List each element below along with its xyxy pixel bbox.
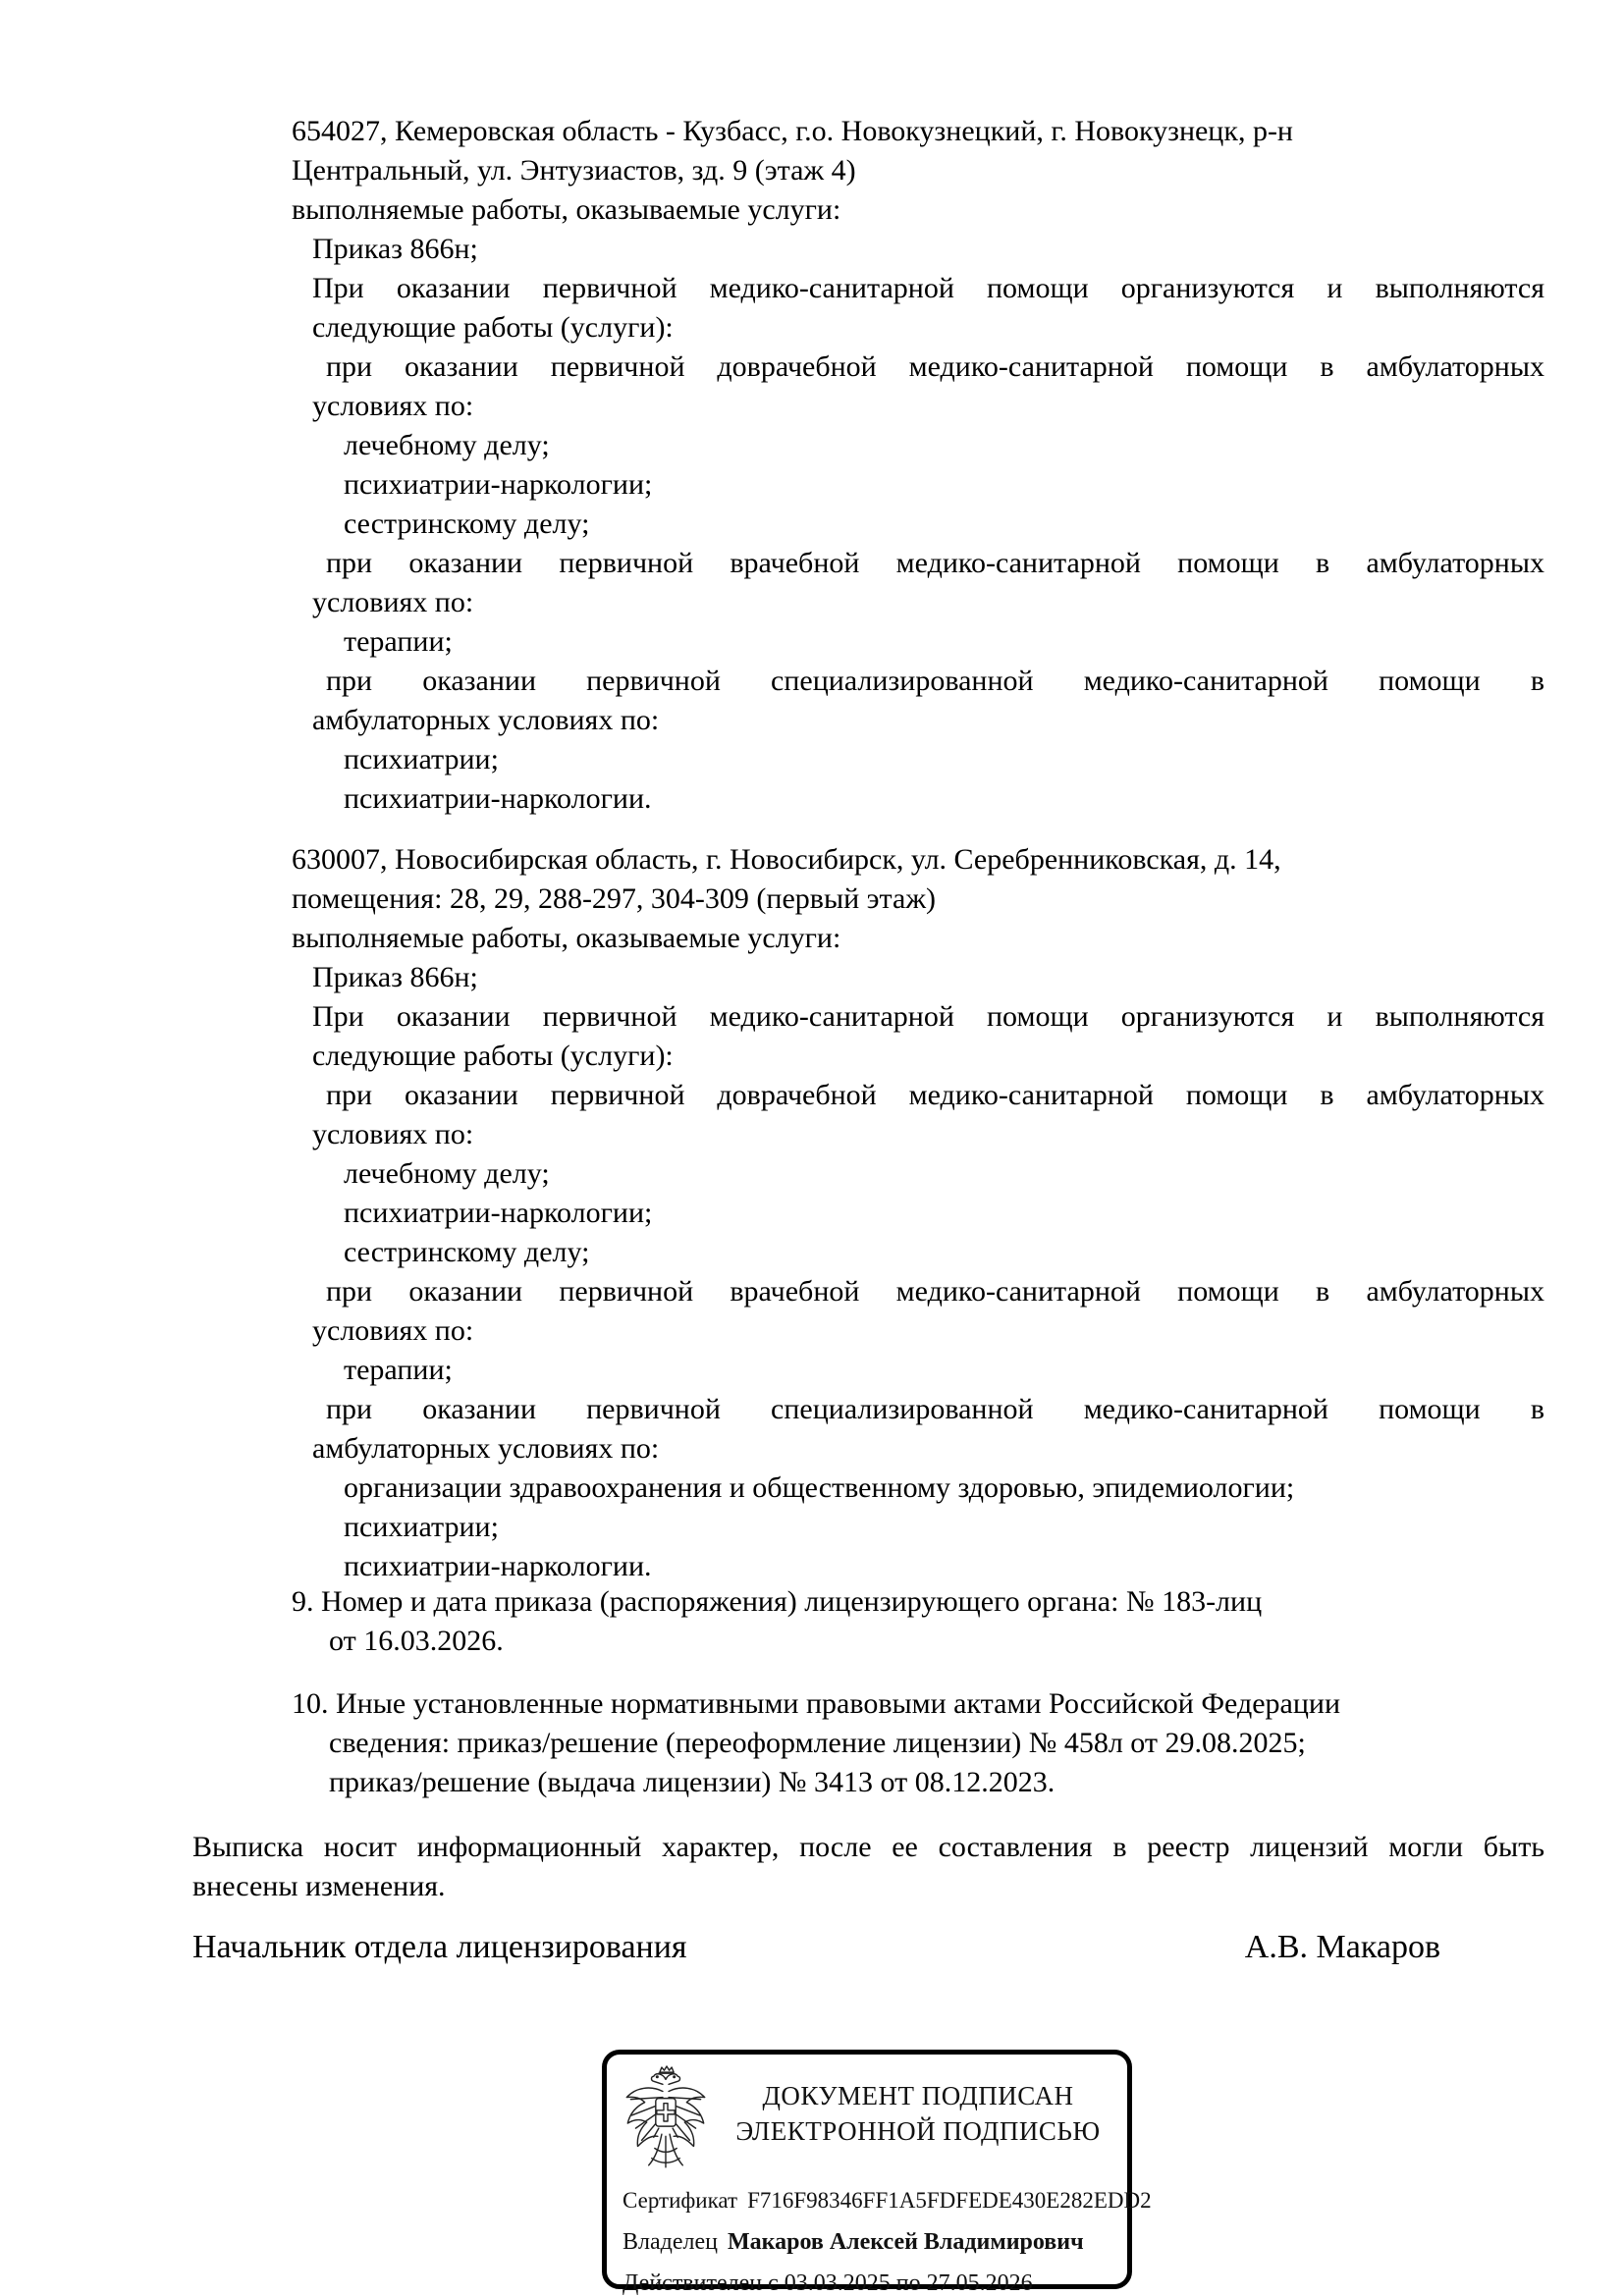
text-line: условиях по:: [312, 586, 474, 618]
text-line: психиатрии-наркологии;: [344, 468, 653, 501]
text-line: при оказании первичной специализированной медико-санитарной помощи в: [326, 665, 1544, 697]
text-line: при оказании первичной доврачебной медико-санитарной помощи в амбулаторных: [326, 1079, 1544, 1111]
text-line: выполняемые работы, оказываемые услуги:: [292, 922, 841, 954]
text-line: При оказании первичной медико-санитарной помощи организуются и выполняются: [312, 1000, 1544, 1033]
signature-row: [192, 1926, 1440, 1969]
owner-name: Макаров Алексей Владимирович: [727, 2229, 1084, 2255]
text-line: 630007, Новосибирская область, г. Новосибирск, ул. Серебренниковская, д. 14,: [292, 843, 1281, 876]
text-line: Приказ 866н;: [312, 233, 478, 265]
text-line: помещения: 28, 29, 288-297, 304-309 (первый этаж): [292, 882, 937, 915]
text-line: Приказ 866н;: [312, 961, 478, 993]
text-line: при оказании первичной доврачебной медико-санитарной помощи в амбулаторных: [326, 350, 1544, 383]
stamp-title-line1: ДОКУМЕНТ ПОДПИСАН: [762, 2081, 1074, 2110]
text-line: при оказании первичной врачебной медико-санитарной помощи в амбулаторных: [326, 547, 1544, 579]
text-line: при оказании первичной специализированной медико-санитарной помощи в: [326, 1393, 1544, 1425]
text-line: условиях по:: [312, 1314, 474, 1347]
text-line: Выписка носит информационный характер, после ее составления в реестр лицензий могли быть: [192, 1831, 1544, 1863]
text-line: следующие работы (услуги):: [312, 311, 674, 344]
text-line: 9. Номер и дата приказа (распоряжения) лицензирующего органа: № 183-лиц: [292, 1585, 1263, 1618]
owner-label: Владелец: [623, 2229, 718, 2255]
text-line: 10. Иные установленные нормативными правовыми актами Российской Федерации: [292, 1687, 1341, 1720]
text-line: условиях по:: [312, 390, 474, 422]
item-9-order-number: [292, 1582, 1544, 1661]
text-line: 654027, Кемеровская область - Кузбасс, г.о. Новокузнецкий, г. Новокузнецк, р-н: [292, 115, 1293, 147]
text-line: амбулаторных условиях по:: [312, 704, 660, 736]
certificate-label: Сертификат: [623, 2188, 738, 2213]
informational-note: [192, 1828, 1544, 1906]
text-line: организации здравоохранения и общественному здоровью, эпидемиологии;: [344, 1471, 1295, 1504]
address-block-kemerovo: [292, 112, 1544, 819]
text-line: лечебному делу;: [344, 429, 550, 461]
text-line: следующие работы (услуги):: [312, 1040, 674, 1072]
text-line: психиатрии-наркологии.: [344, 1550, 652, 1582]
text-line: терапии;: [344, 625, 453, 658]
text-line: сестринскому делу;: [344, 507, 590, 540]
certificate-line: [623, 2180, 1152, 2221]
text-line: от 16.03.2026.: [329, 1625, 504, 1657]
text-line: психиатрии-наркологии.: [344, 782, 652, 815]
text-line: психиатрии;: [344, 743, 499, 775]
text-line: при оказании первичной врачебной медико-санитарной помощи в амбулаторных: [326, 1275, 1544, 1308]
electronic-signature-stamp: [602, 2050, 1152, 2296]
item-10-other-information: [292, 1684, 1544, 1802]
signatory-name: А.В. Макаров: [1244, 1929, 1440, 1965]
text-line: Центральный, ул. Энтузиастов, зд. 9 (этаж 4): [292, 154, 856, 187]
text-line: психиатрии;: [344, 1511, 499, 1543]
text-line: приказ/решение (выдача лицензии) № 3413 от 08.12.2023.: [329, 1766, 1056, 1798]
signatory-role: Начальник отдела лицензирования: [192, 1929, 687, 1965]
owner-line: [623, 2221, 1117, 2263]
roszdravnadzor-eagle-icon: [621, 2064, 711, 2176]
text-line: условиях по:: [312, 1118, 474, 1150]
text-line: сведения: приказ/решение (переоформление лицензии) № 458л от 29.08.2025;: [329, 1727, 1306, 1759]
stamp-title-line2: ЭЛЕКТРОННОЙ ПОДПИСЬЮ: [735, 2116, 1101, 2146]
text-line: сестринскому делу;: [344, 1236, 590, 1268]
text-line: выполняемые работы, оказываемые услуги:: [292, 193, 841, 226]
text-line: амбулаторных условиях по:: [312, 1432, 660, 1465]
validity-line: Действителен с 03.03.2025 по 27.05.2026: [623, 2270, 1033, 2296]
address-block-novosibirsk: [292, 840, 1544, 1586]
text-line: При оказании первичной медико-санитарной помощи организуются и выполняются: [312, 272, 1544, 304]
text-line: внесены изменения.: [192, 1870, 446, 1902]
stamp-title: [717, 2078, 1119, 2149]
certificate-value: F716F98346FF1A5FDFEDE430E282EDD2: [747, 2188, 1152, 2213]
text-line: психиатрии-наркологии;: [344, 1197, 653, 1229]
stamp-details: [623, 2180, 1152, 2296]
text-line: терапии;: [344, 1354, 453, 1386]
text-line: лечебному делу;: [344, 1157, 550, 1190]
